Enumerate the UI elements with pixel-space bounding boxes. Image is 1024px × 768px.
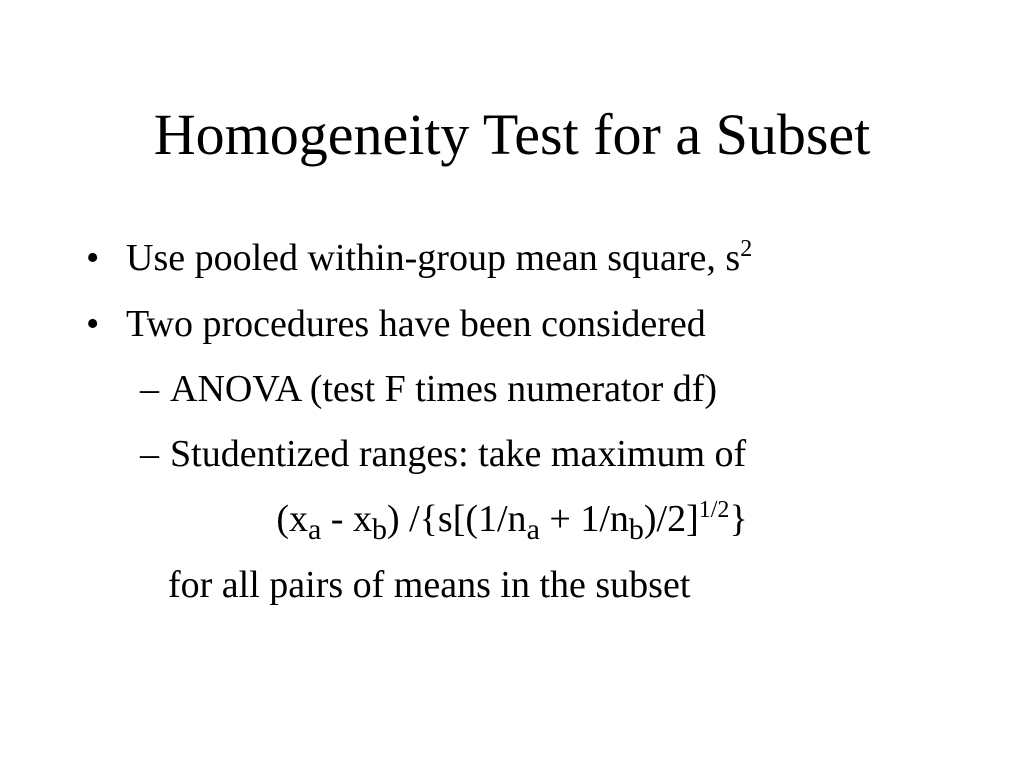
bullet-text: Use pooled within-group mean square, s [126,237,741,279]
formula-part: + 1/n [539,498,629,540]
bullet-pooled-mean-square [126,235,752,281]
slide-title: Homogeneity Test for a Subset [153,102,871,167]
bullet-superscript: 2 [740,236,753,262]
bullet-two-procedures: Two procedures have been considered [126,303,706,345]
bullet-marker: • [86,303,100,345]
sub-item-marker: – [140,368,159,410]
formula-subscript: a [307,513,322,546]
formula-superscript: 1/2 [698,497,730,523]
formula-subscript: b [628,513,644,546]
bullet-marker: • [86,237,100,279]
formula-subscript: a [526,513,540,546]
formula-part: } [729,498,748,540]
formula-part: (x [276,498,308,540]
formula-part: ) /{s[(1/n [386,498,527,540]
sub-item-studentized-ranges: Studentized ranges: take maximum of [170,433,747,475]
sub-item-marker: – [140,433,159,475]
formula-subscript: b [371,513,387,546]
sub-item-anova: ANOVA (test F times numerator df) [170,368,718,410]
formula-note: for all pairs of means in the subset [168,564,691,606]
formula-part: - x [321,498,372,540]
formula-part: )/2] [643,498,699,540]
studentized-range-formula [0,496,1024,546]
